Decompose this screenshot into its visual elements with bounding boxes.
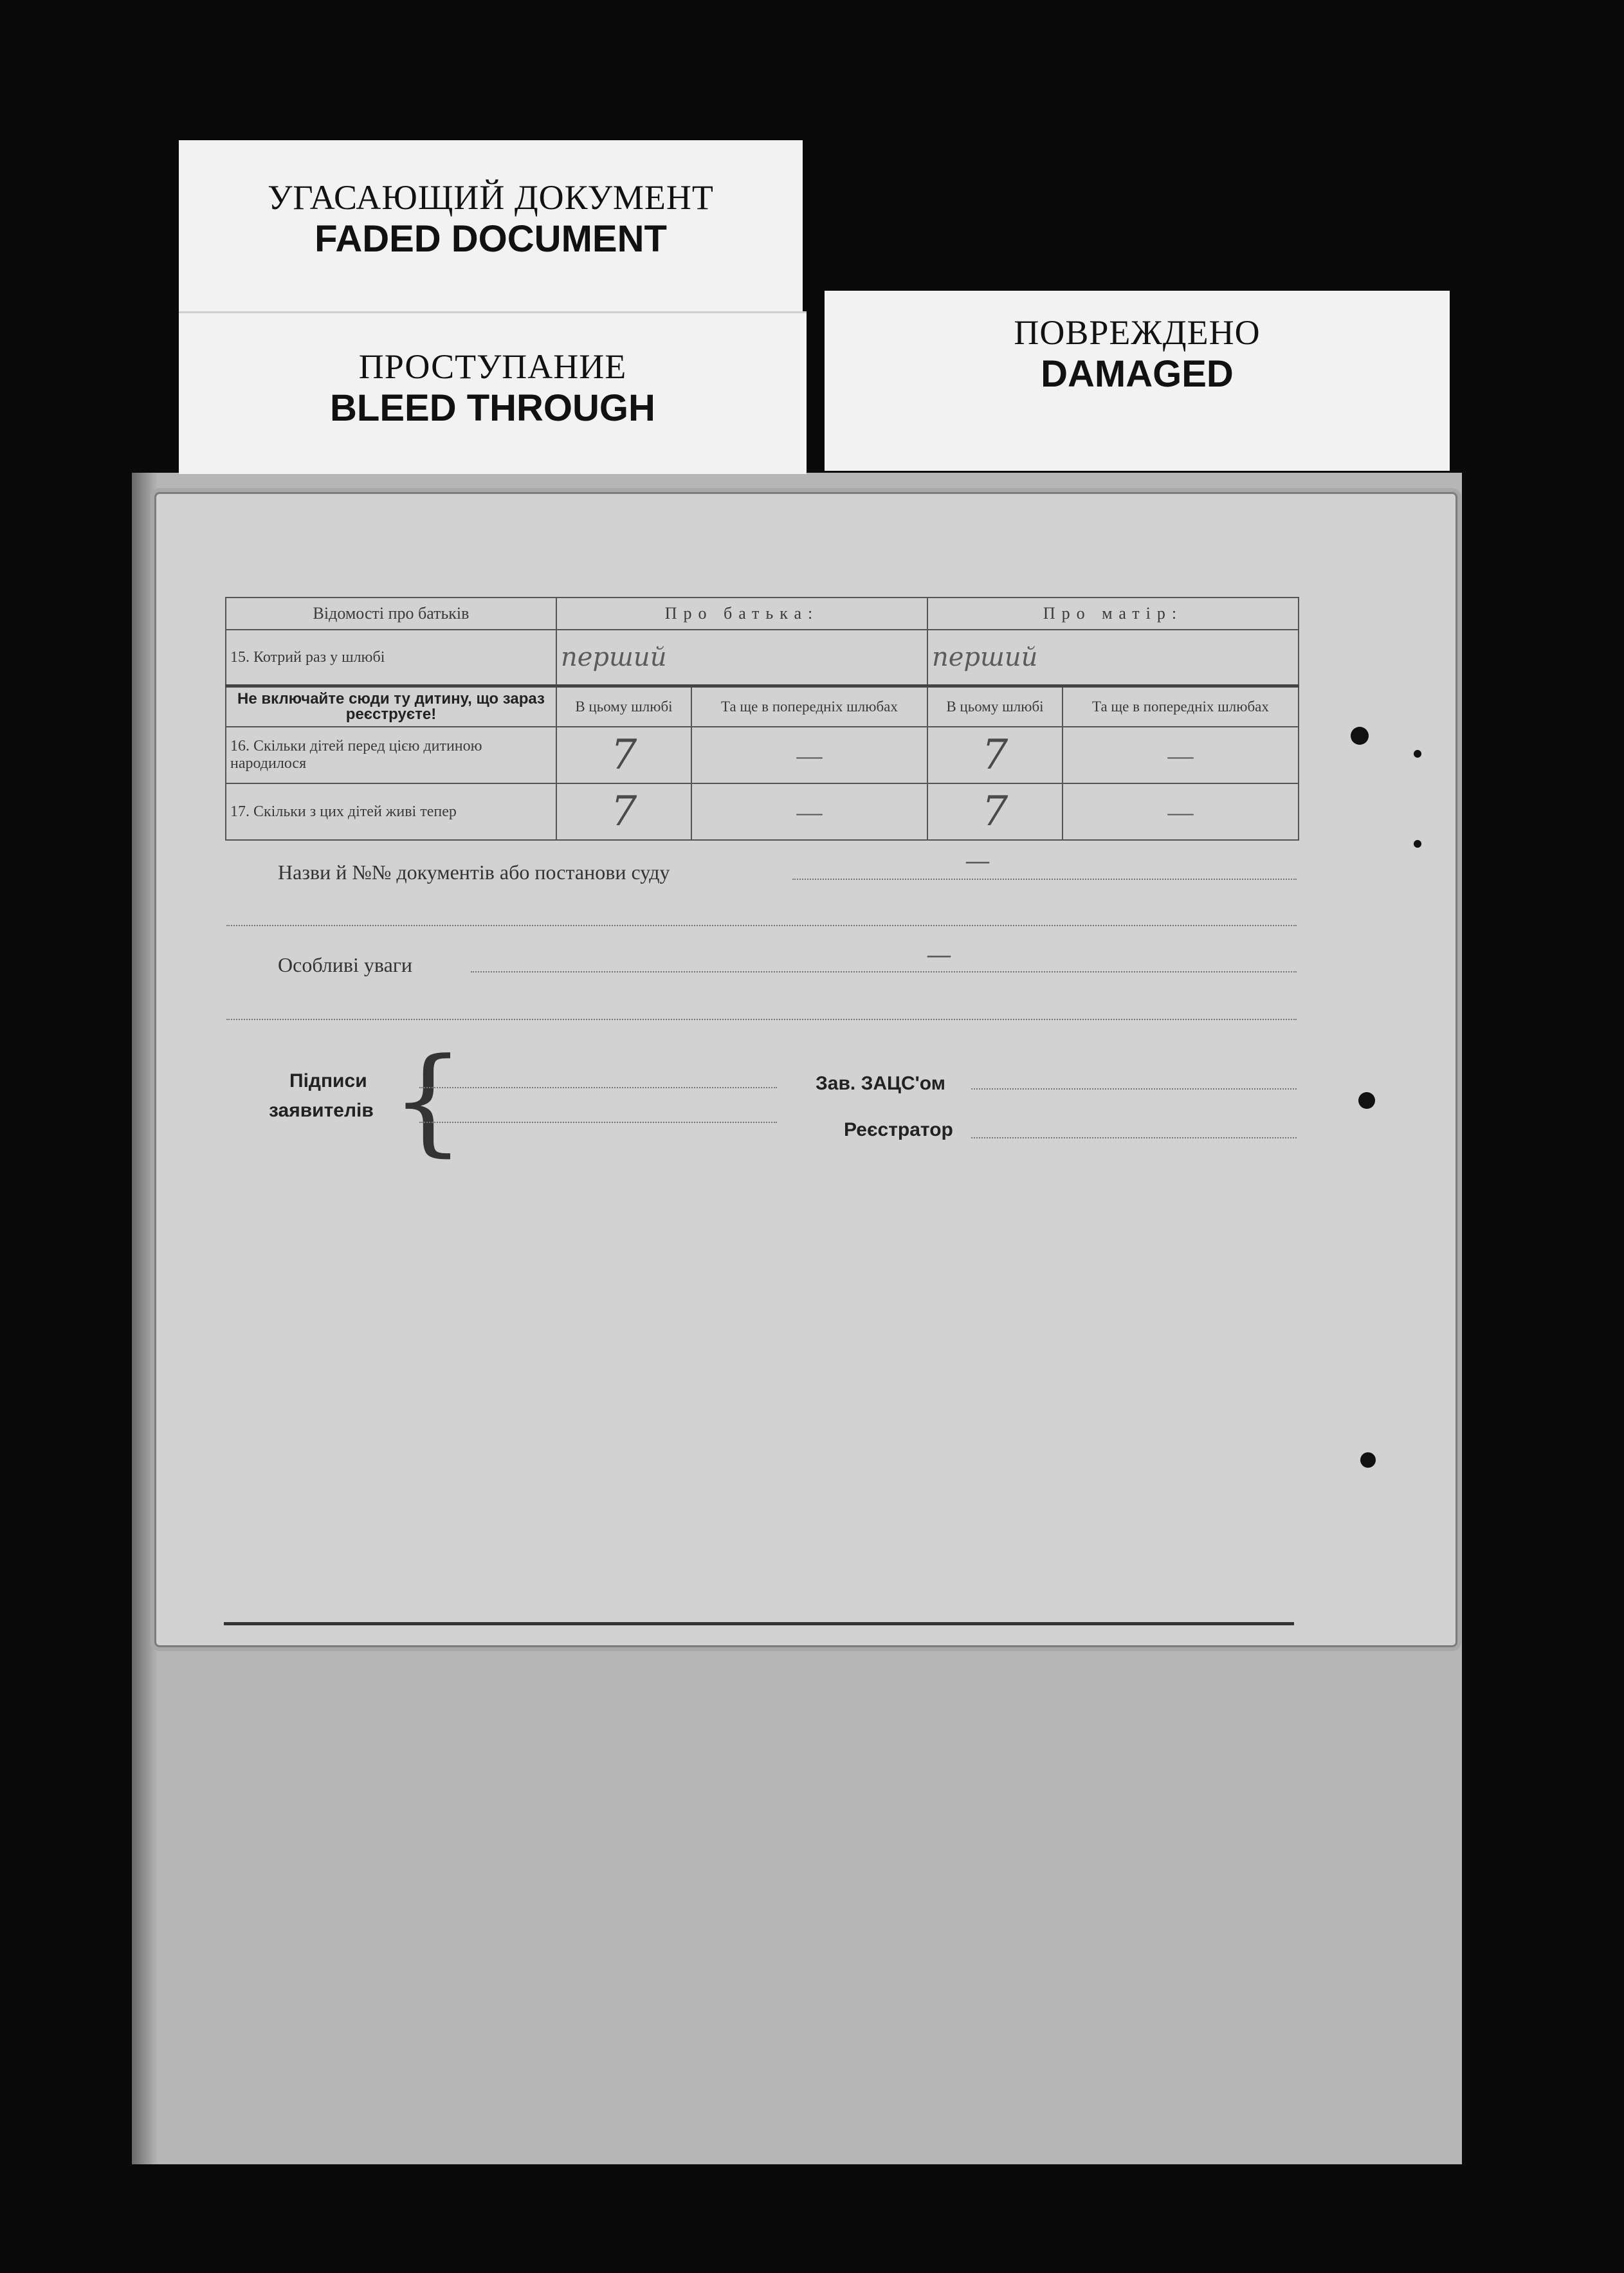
subcol-father-this: В цьому шлюбі xyxy=(556,686,691,727)
faded-tag-en: FADED DOCUMENT xyxy=(315,218,667,260)
documents-line-2 xyxy=(226,925,1297,926)
faded-tag-ru: УГАСАЮЩИЙ ДОКУМЕНТ xyxy=(268,178,714,217)
damaged-tag xyxy=(825,291,1450,471)
bottom-rule xyxy=(224,1622,1294,1625)
parents-info-table xyxy=(225,597,1299,841)
row17-mother-this: 7 xyxy=(927,783,1063,840)
punch-hole xyxy=(1414,840,1421,848)
row17-father-previous: — xyxy=(691,783,927,840)
row15-mother-value: перший xyxy=(927,630,1299,686)
registrar-label: Реєстратор xyxy=(844,1119,953,1140)
exclude-child-note: Не включайте сюди ту дитину, що зараз реєструєте! xyxy=(226,686,556,727)
signatures-label-1: Підписи xyxy=(289,1070,367,1091)
subcol-father-previous: Та ще в попередніх шлюбах xyxy=(691,686,927,727)
remarks-line-2 xyxy=(226,1019,1297,1020)
bleed-tag-ru: ПРОСТУПАНИЕ xyxy=(358,347,627,386)
row16-father-this: 7 xyxy=(556,727,691,783)
row16-father-previous: — xyxy=(691,727,927,783)
registrar-line xyxy=(971,1137,1297,1138)
remarks-value: — xyxy=(926,940,952,970)
row17-father-this: 7 xyxy=(556,783,691,840)
punch-hole xyxy=(1414,750,1421,758)
documents-line xyxy=(792,879,1297,880)
row17-label: 17. Скільки з цих дітей живі тепер xyxy=(226,783,556,840)
backing-edge xyxy=(132,473,158,2164)
remarks-line xyxy=(471,971,1297,972)
signature-line-1 xyxy=(419,1087,777,1088)
row17-mother-previous: — xyxy=(1063,783,1299,840)
damaged-tag-en: DAMAGED xyxy=(1041,353,1234,395)
bleed-tag-en: BLEED THROUGH xyxy=(330,387,655,429)
documents-value: — xyxy=(965,846,990,876)
signatures-label-2: заявителів xyxy=(269,1100,374,1121)
faded-document-tag xyxy=(179,140,803,327)
row16-mother-previous: — xyxy=(1063,727,1299,783)
subcol-mother-this: В цьому шлюбі xyxy=(927,686,1063,727)
bleed-through-tag xyxy=(179,311,807,474)
header-father: Про батька: xyxy=(556,598,927,630)
row15-label: 15. Котрий раз у шлюбі xyxy=(226,630,556,686)
remarks-label: Особливі уваги xyxy=(278,953,413,976)
row15-father-value: перший xyxy=(556,630,927,686)
signatures-brace: { xyxy=(391,1034,465,1168)
header-mother: Про матір: xyxy=(927,598,1299,630)
row16-mother-this: 7 xyxy=(927,727,1063,783)
subcol-mother-previous: Та ще в попередніх шлюбах xyxy=(1063,686,1299,727)
head-label: Зав. ЗАЦС'ом xyxy=(816,1073,945,1094)
row16-label: 16. Скільки дітей перед цією дитиною народилося xyxy=(226,727,556,783)
damage-hole xyxy=(1358,1092,1375,1109)
damage-hole xyxy=(1360,1452,1376,1468)
head-line xyxy=(971,1088,1297,1090)
damage-hole xyxy=(1351,727,1369,745)
documents-label: Назви й №№ документів або постанови суду xyxy=(278,861,670,884)
signature-line-2 xyxy=(419,1122,777,1123)
damaged-tag-ru: ПОВРЕЖДЕНО xyxy=(1014,313,1261,352)
header-parents-info: Відомості про батьків xyxy=(226,598,556,630)
